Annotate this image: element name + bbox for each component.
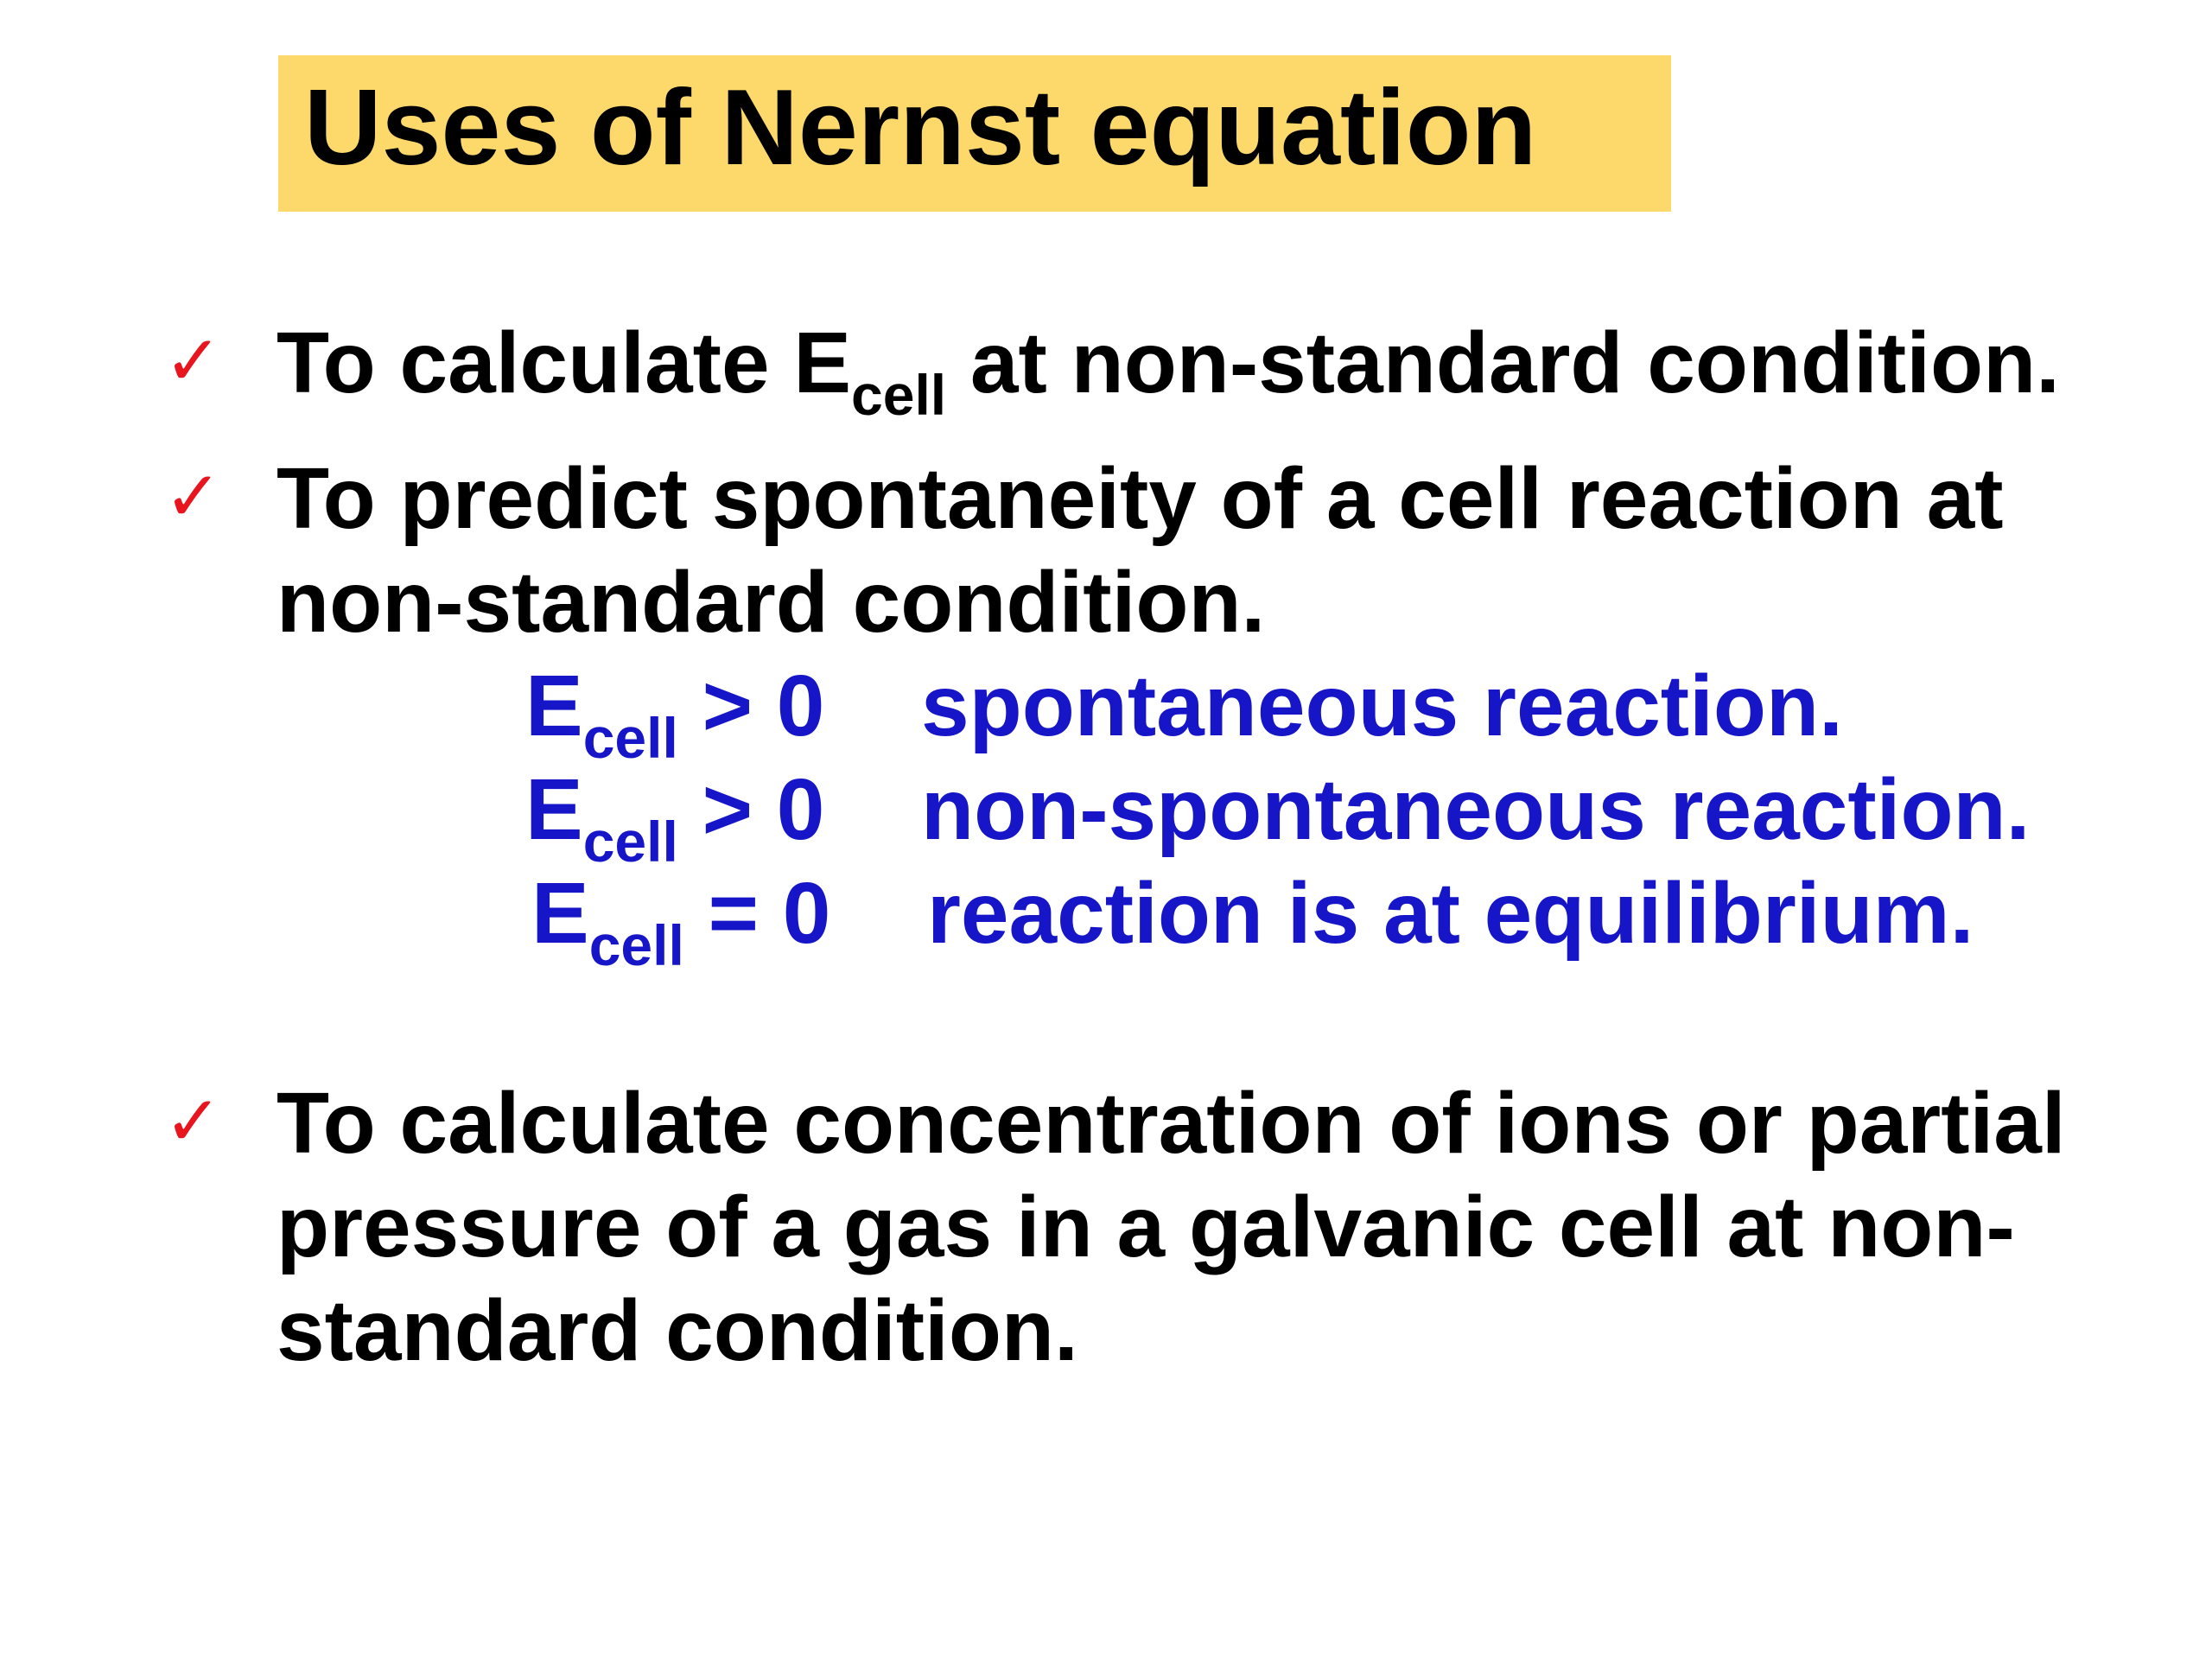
- condition-expression: [531, 865, 831, 977]
- bullet-line: non-standard condition.: [276, 554, 1266, 651]
- bullet-line: standard condition.: [276, 1282, 1078, 1379]
- bullet-line: pressure of a gas in a galvanic cell at non-: [276, 1179, 2015, 1275]
- relation: > 0: [677, 761, 825, 858]
- symbol: E: [525, 658, 583, 754]
- checkmark-icon: ✓: [164, 321, 223, 401]
- bullet-line: [276, 311, 2060, 427]
- condition-description: non-spontaneous reaction.: [921, 761, 2031, 858]
- condition-expression: [525, 658, 825, 770]
- bullet-text-3: [276, 1071, 2066, 1382]
- subscript: cell: [851, 363, 947, 427]
- checkmark-icon: ✓: [164, 456, 223, 537]
- checkmark-icon: ✓: [164, 1081, 223, 1161]
- subscript: cell: [582, 706, 678, 770]
- page-title: Uses of Nernst equation: [304, 68, 1537, 188]
- bullet-text-2: [276, 447, 2004, 654]
- condition-description: spontaneous reaction.: [921, 658, 1843, 754]
- relation: > 0: [677, 658, 825, 754]
- relation: = 0: [683, 865, 831, 962]
- condition-description: reaction is at equilibrium.: [927, 865, 1974, 962]
- bullet-line: To predict spontaneity of a cell reaction at: [276, 450, 2004, 547]
- symbol: E: [531, 865, 589, 962]
- bullet-line: To calculate concentration of ions or partial: [276, 1075, 2066, 1172]
- text-run: To calculate E: [276, 315, 852, 411]
- condition-expression: [525, 761, 825, 874]
- subscript: cell: [588, 913, 684, 977]
- title-banner: [278, 55, 1671, 212]
- subscript: cell: [582, 810, 678, 874]
- text-run: at non-standard condition.: [946, 315, 2060, 411]
- symbol: E: [525, 761, 583, 858]
- bullet-text-1: [276, 311, 2060, 427]
